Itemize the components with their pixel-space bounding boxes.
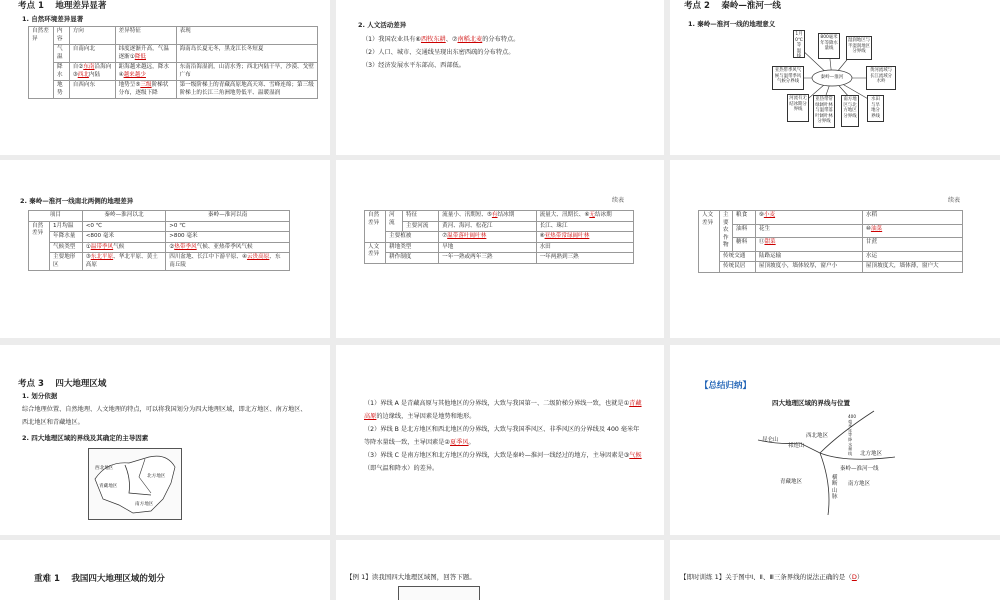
slide-title: 考点 2 秦岭—淮河一线 <box>684 1 781 11</box>
answer-text: 甜菜 <box>764 239 776 246</box>
practice-question: 【即时训练 1】关于图中Ⅰ、Ⅱ、Ⅲ三条界线的说法正确的是（D） <box>680 573 864 581</box>
col-header: 差异特征 <box>115 27 176 45</box>
group-cell: 人文差异 <box>699 211 720 273</box>
col-header: 表现 <box>176 27 317 45</box>
mind-map-node: 河流有无结冰期分界线 <box>787 94 809 122</box>
mind-map-center: 秦岭—淮河 <box>820 75 844 80</box>
table-cell: 东南沿海湿润，山清水秀；西北内陆干旱，沙漠、戈壁广布 <box>176 63 317 81</box>
answer-text: 温带季风 <box>90 243 114 250</box>
mind-map-node: 800毫米年等降水量线 <box>818 33 840 59</box>
four-regions-map <box>88 448 182 520</box>
table-cell: ⑪甜菜 <box>755 238 862 252</box>
region-label: 西北地区 <box>806 433 829 439</box>
table-cell: 粮食 <box>733 211 756 225</box>
col-header: 内容 <box>54 27 70 45</box>
table-cell: 黄河、海河、松花江 <box>439 221 536 232</box>
mind-map-node: 亚热带常绿阔叶林与温带落叶阔叶林分界线 <box>813 95 835 128</box>
table-cell: 河流 <box>386 211 403 232</box>
table-cell: 一年一熟或两年三熟 <box>439 253 536 264</box>
example-prompt: 【例 1】读我国四大地理区域图，回答下题。 <box>346 573 476 581</box>
table-cell: >800 毫米 <box>166 232 290 243</box>
table-cell: 地势 <box>54 81 70 99</box>
region-label: 西北地区 <box>95 466 114 471</box>
group-cell: 自然差异 <box>29 221 50 271</box>
table-cell: 纬度逐渐升高，气温逐渐①降低 <box>115 45 176 63</box>
table-cell: 流量小、汛期短、⑤有结冰期 <box>439 211 536 222</box>
table-cell: 陆路运输 <box>755 251 862 262</box>
region-label: 北方地区 <box>860 451 883 457</box>
table-cell: 年降水量 <box>50 232 83 243</box>
table-cell: ⑨小麦 <box>755 211 862 225</box>
table-cell: 1月均温 <box>50 221 83 232</box>
region-label: 青藏地区 <box>780 479 803 485</box>
table-cell: 水运 <box>862 251 962 262</box>
region-label: 北方地区 <box>147 474 166 479</box>
table-cell: 流量大、汛期长、⑥无结冰期 <box>536 211 633 222</box>
table-cell: <0 ℃ <box>82 221 166 232</box>
slide-title: 考点 3 四大地理区域 <box>18 379 107 389</box>
table-cell: 主要植被 <box>386 232 439 243</box>
answer-text: 无 <box>589 212 595 218</box>
table-cell: <800 毫米 <box>82 232 166 243</box>
slide-2-thumbnail[interactable] <box>336 0 664 155</box>
boundary-lines <box>670 345 1000 535</box>
slide-3-thumbnail[interactable] <box>670 0 1000 155</box>
table-cell: 特征 <box>403 211 439 222</box>
answer-text: D <box>851 573 857 581</box>
mind-map-node: 黄河流域与长江流域分水岭 <box>866 66 896 90</box>
answer-text: 东南 <box>83 64 95 71</box>
group-cell: 自然差异 <box>365 211 386 243</box>
table-cell: 主要地形区 <box>50 253 83 271</box>
example-map <box>398 586 480 600</box>
group-cell: 自然差异 <box>29 27 54 99</box>
table-cell: 主要农作物 <box>720 211 733 252</box>
section-heading: 1. 划分依据 <box>22 392 58 400</box>
answer-text: 云贵高原 <box>246 254 270 261</box>
table-cell: ②热带季风气候、亚热带季风气候 <box>166 242 290 253</box>
slide-10-thumbnail[interactable] <box>0 540 330 600</box>
answer-text: 西牧东耕 <box>420 36 446 43</box>
table-cell: 气温 <box>54 45 70 63</box>
section-heading: 1. 秦岭—淮河一线的地理意义 <box>688 20 776 28</box>
table-cell: ⑦温带落叶阔叶林 <box>439 232 536 243</box>
table-cell: 第一级阶梯上的青藏高原地高天寒、雪峰连绵；第三级阶梯上的长江三角洲地势低平、温暖湿润 <box>176 81 317 99</box>
section-heading: 1. 自然环境差异显著 <box>22 15 84 23</box>
table-cell: 传统民居 <box>720 262 756 273</box>
table-cell: 水田 <box>536 242 633 253</box>
table-cell: 屋顶坡度小，墙体较厚，窗户小 <box>755 262 862 273</box>
table-cell: 水稻 <box>862 211 962 225</box>
answer-text: 降低 <box>134 53 146 60</box>
answer-text: 西北 <box>77 71 89 78</box>
table-cell: 油料 <box>733 224 756 238</box>
section-heading: 2. 秦岭—淮河一线南北两侧的地理差异 <box>20 197 134 205</box>
table-cell: 气候类型 <box>50 242 83 253</box>
answer-text: 有 <box>491 212 498 218</box>
col-header: 秦岭—淮河以北 <box>82 211 166 222</box>
col-header: 秦岭—淮河以南 <box>166 211 290 222</box>
map-label: 400毫米年等降水量线 <box>848 414 856 456</box>
table-cell: 四川盆地、长江中下游平原、④云贵高原、东南丘陵 <box>166 253 290 271</box>
answer-text: 热带季风 <box>174 243 197 250</box>
section-heading: 2. 四大地理区域的界线及其确定的主导因素 <box>22 434 149 442</box>
region-label: 南方地区 <box>135 502 154 507</box>
paragraph: 综合地理位置、自然地理、人文地理的特点，可以将我国划分为四大地理区域，即北方地区、南方地区、西北地区和青藏地区。 <box>22 406 307 426</box>
answer-text: 东北平原 <box>90 254 114 261</box>
group-cell: 人文差异 <box>365 242 386 263</box>
table-cell: 自②东南沿海向③西北内陆 <box>69 63 115 81</box>
summary-heading: 【总结归纳】 <box>700 381 752 391</box>
table-cell: 距海越来越远，降水④越来越少 <box>115 63 176 81</box>
table-cell: ③东北平原、华北平原、黄土高原 <box>82 253 166 271</box>
mind-map-node: 亚热带季风气候与温带季风气候分界线 <box>772 66 804 90</box>
table-cell: ①温带季风气候 <box>82 242 166 253</box>
table-cell: 主要河流 <box>403 221 439 232</box>
map-label: 秦岭—淮河一线 <box>840 466 879 472</box>
paragraph: （1）界线 A 是青藏高原与其他地区的分界线，大致与我国第一、二级阶梯分界线一致，也就是①青藏高原的边缘线，主导因素是地势和地形。 （2）界线 B 是北方地区和西北地区的分界线，大致与我国季风区、非季风区的分界线及 400 毫米年等降水量线一致，主导因素是②夏季风。 （3）界线 C 是南方地区和北方地区的分界线，大致是秦岭—淮河一线经过的地方，主导因素是③气候（即气温和降水）的差异。 <box>364 400 642 472</box>
section-heading: 2. 人文活动差异 <box>358 21 407 29</box>
table-cell: 旱地 <box>439 242 536 253</box>
region-label: 南方地区 <box>848 481 871 487</box>
slide-9-thumbnail[interactable] <box>670 345 1000 535</box>
slide-title: 考点 1 地理差异显著 <box>18 1 107 11</box>
table-cell: 甘蔗 <box>862 238 962 252</box>
continued-label: 续表 <box>611 197 624 204</box>
mind-map-node: 水田与旱地分界线 <box>867 95 884 122</box>
slide-7-thumbnail[interactable] <box>0 345 330 535</box>
mind-map-node: 1月0℃等温线 <box>793 30 805 58</box>
answer-text: 越来越少 <box>123 71 146 78</box>
answer-text: 气候 <box>629 452 642 459</box>
qinling-huaihe-table <box>28 210 290 271</box>
mind-map-node: 湿润地区与半湿润地区分界线 <box>846 36 872 60</box>
col-header: 方向 <box>69 27 115 45</box>
table-cell: 屋顶坡度大，墙体薄，窗户大 <box>862 262 962 273</box>
slide-5-thumbnail[interactable] <box>336 160 664 338</box>
table-cell: 长江、珠江 <box>536 221 633 232</box>
answer-text: 油菜 <box>870 225 883 232</box>
table-cell: 海南岛长夏无冬，黑龙江长冬短夏 <box>176 45 317 63</box>
table-cell: >0 ℃ <box>166 221 290 232</box>
answer-text: 温带落叶阔叶林 <box>447 233 487 240</box>
table-cell: ⑧亚热带常绿阔叶林 <box>536 232 633 243</box>
region-label: 青藏地区 <box>99 484 118 489</box>
table-cell: 花生 <box>755 224 862 238</box>
table-cell: 地势呈⑤三级阶梯状分布，逐级下降 <box>115 81 176 99</box>
slide-11-thumbnail[interactable] <box>336 540 664 600</box>
qinling-huaihe-table-continued <box>364 210 634 264</box>
table-cell: 传统交通 <box>720 251 756 262</box>
slide-1-thumbnail[interactable] <box>0 0 330 155</box>
slide-4-thumbnail[interactable] <box>0 160 330 338</box>
map-label: 横断山脉 <box>832 475 838 500</box>
slide-12-thumbnail[interactable] <box>670 540 1000 600</box>
slide-title: 重难 1 我国四大地理区域的划分 <box>34 574 165 584</box>
table-cell: ⑩油菜 <box>862 224 962 238</box>
natural-difference-table <box>28 26 318 99</box>
continued-label: 续表 <box>947 197 960 204</box>
table-cell: 耕作制度 <box>386 253 439 264</box>
answer-text: 青藏高原 <box>364 400 642 420</box>
table-cell: 降水 <box>54 63 70 81</box>
answer-text: 夏季风 <box>449 439 469 446</box>
table-cell: 耕地类型 <box>386 242 439 253</box>
mind-map-node: 南方地区与北方地区分界线 <box>841 95 859 127</box>
col-header: 项目 <box>29 211 83 222</box>
qinling-huaihe-table-continued <box>698 210 963 273</box>
answer-text: 南稻北麦 <box>457 36 483 43</box>
table-cell: 糖料 <box>733 238 756 252</box>
paragraph: （1）我国农业具有⑥西牧东耕、⑦南稻北麦的分布特点。 （2）人口、城市、交通线呈现出东密西疏的分布特点。 （3）经济发展水平东部高、西部低。 <box>362 36 520 69</box>
map-label: 祁连山 <box>788 443 805 449</box>
answer-text: 小麦 <box>763 212 776 218</box>
map-label: 昆仑山 <box>762 437 779 443</box>
table-cell: 自西向东 <box>69 81 115 99</box>
diagram-title: 四大地理区域的界线与位置 <box>772 399 850 407</box>
answer-text: 三级 <box>140 82 152 89</box>
slide-8-thumbnail[interactable] <box>336 345 664 535</box>
table-cell: 一年两熟到三熟 <box>536 253 633 264</box>
answer-text: 亚热带常绿阔叶林 <box>544 233 590 240</box>
table-cell: 自南向北 <box>69 45 115 63</box>
slide-6-thumbnail[interactable] <box>670 160 1000 338</box>
